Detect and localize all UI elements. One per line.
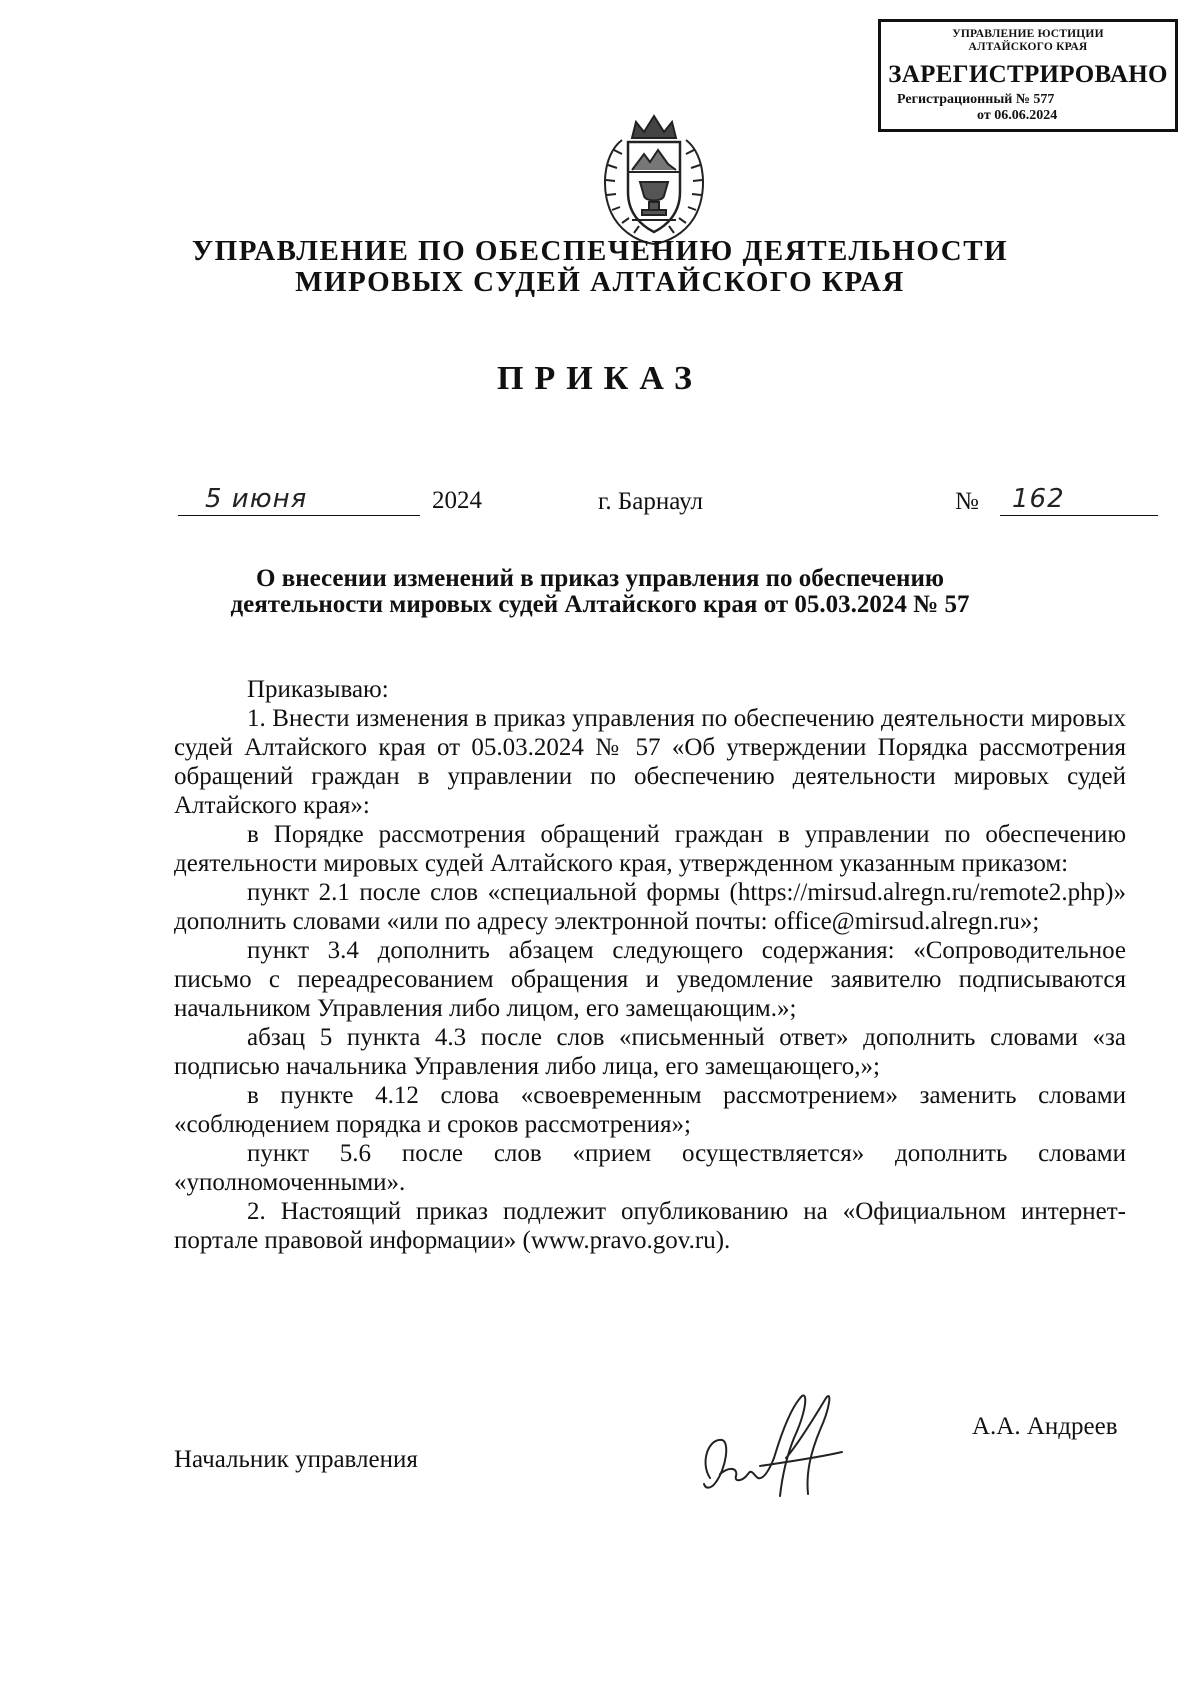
body-paragraph: пункт 5.6 после слов «прием осуществляется» дополнить словами «уполномоченными».: [174, 1140, 1126, 1196]
order-number-handwritten: 162: [1012, 484, 1065, 514]
coat-of-arms-icon: [592, 110, 716, 250]
order-body: [174, 675, 1126, 1255]
order-subject: [100, 566, 1100, 618]
body-paragraph: Приказываю:: [247, 676, 389, 703]
subject-line1: О внесении изменений в приказ управления по обеспечению: [256, 565, 944, 592]
handwritten-signature-icon: [690, 1378, 880, 1508]
body-paragraph: в Порядке рассмотрения обращений граждан в управлении по обеспечению деятельности мировых судей Алтайского края, утвержденном указанным приказом:: [174, 821, 1126, 877]
document-type: ПРИКАЗ: [497, 360, 703, 397]
stamp-status: ЗАРЕГИСТРИРОВАНО: [888, 61, 1168, 88]
date-underline: [178, 515, 420, 516]
agency-name: [0, 236, 1200, 298]
order-city: г. Барнаул: [598, 488, 703, 515]
signer-position: Начальник управления: [174, 1446, 418, 1473]
number-underline: [1000, 515, 1158, 516]
order-number-label: №: [955, 488, 979, 515]
order-year: 2024: [432, 487, 482, 514]
stamp-org-line1: УПРАВЛЕНИЕ ЮСТИЦИИ: [952, 28, 1104, 40]
body-paragraph: пункт 2.1 после слов «специальной формы (https://mirsud.alregn.ru/remote2.php)» дополнить словами «или по адресу электронной почты: office@mirsud.alregn.ru»;: [174, 879, 1126, 935]
body-paragraph: 2. Настоящий приказ подлежит опубликованию на «Официальном интернет-портале правовой информации» (www.pravo.gov.ru).: [174, 1198, 1126, 1254]
order-date-handwritten: 5 июня: [205, 484, 308, 514]
registration-stamp: [878, 19, 1178, 132]
body-paragraph: абзац 5 пункта 4.3 после слов «письменный ответ» дополнить словами «за подписью начальника Управления либо лица, его замещающего,»;: [174, 1024, 1126, 1080]
agency-name-line2: МИРОВЫХ СУДЕЙ АЛТАЙСКОГО КРАЯ: [295, 266, 905, 298]
stamp-org-line2: АЛТАЙСКОГО КРАЯ: [968, 41, 1088, 53]
stamp-registration-number: Регистрационный № 577: [897, 92, 1055, 107]
body-paragraph: пункт 3.4 дополнить абзацем следующего содержания: «Сопроводительное письмо с переадресованием обращения и уведомление заявителю подписываются начальником Управления либо лицом, его замещающим.»;: [174, 937, 1126, 1022]
agency-name-line1: УПРАВЛЕНИЕ ПО ОБЕСПЕЧЕНИЮ ДЕЯТЕЛЬНОСТИ: [191, 235, 1009, 267]
stamp-registration-date: от 06.06.2024: [977, 108, 1058, 123]
signer-name: А.А. Андреев: [972, 1413, 1118, 1440]
body-paragraph: 1. Внести изменения в приказ управления по обеспечению деятельности мировых судей Алтайского края от 05.03.2024 № 57 «Об утверждении Порядка рассмотрения обращений граждан в управлении по обеспечению деятельности мировых судей Алтайского края»:: [174, 705, 1126, 819]
subject-line2: деятельности мировых судей Алтайского края от 05.03.2024 № 57: [230, 591, 970, 618]
body-paragraph: в пункте 4.12 слова «своевременным рассмотрением» заменить словами «соблюдением порядка и сроков рассмотрения»;: [174, 1082, 1126, 1138]
